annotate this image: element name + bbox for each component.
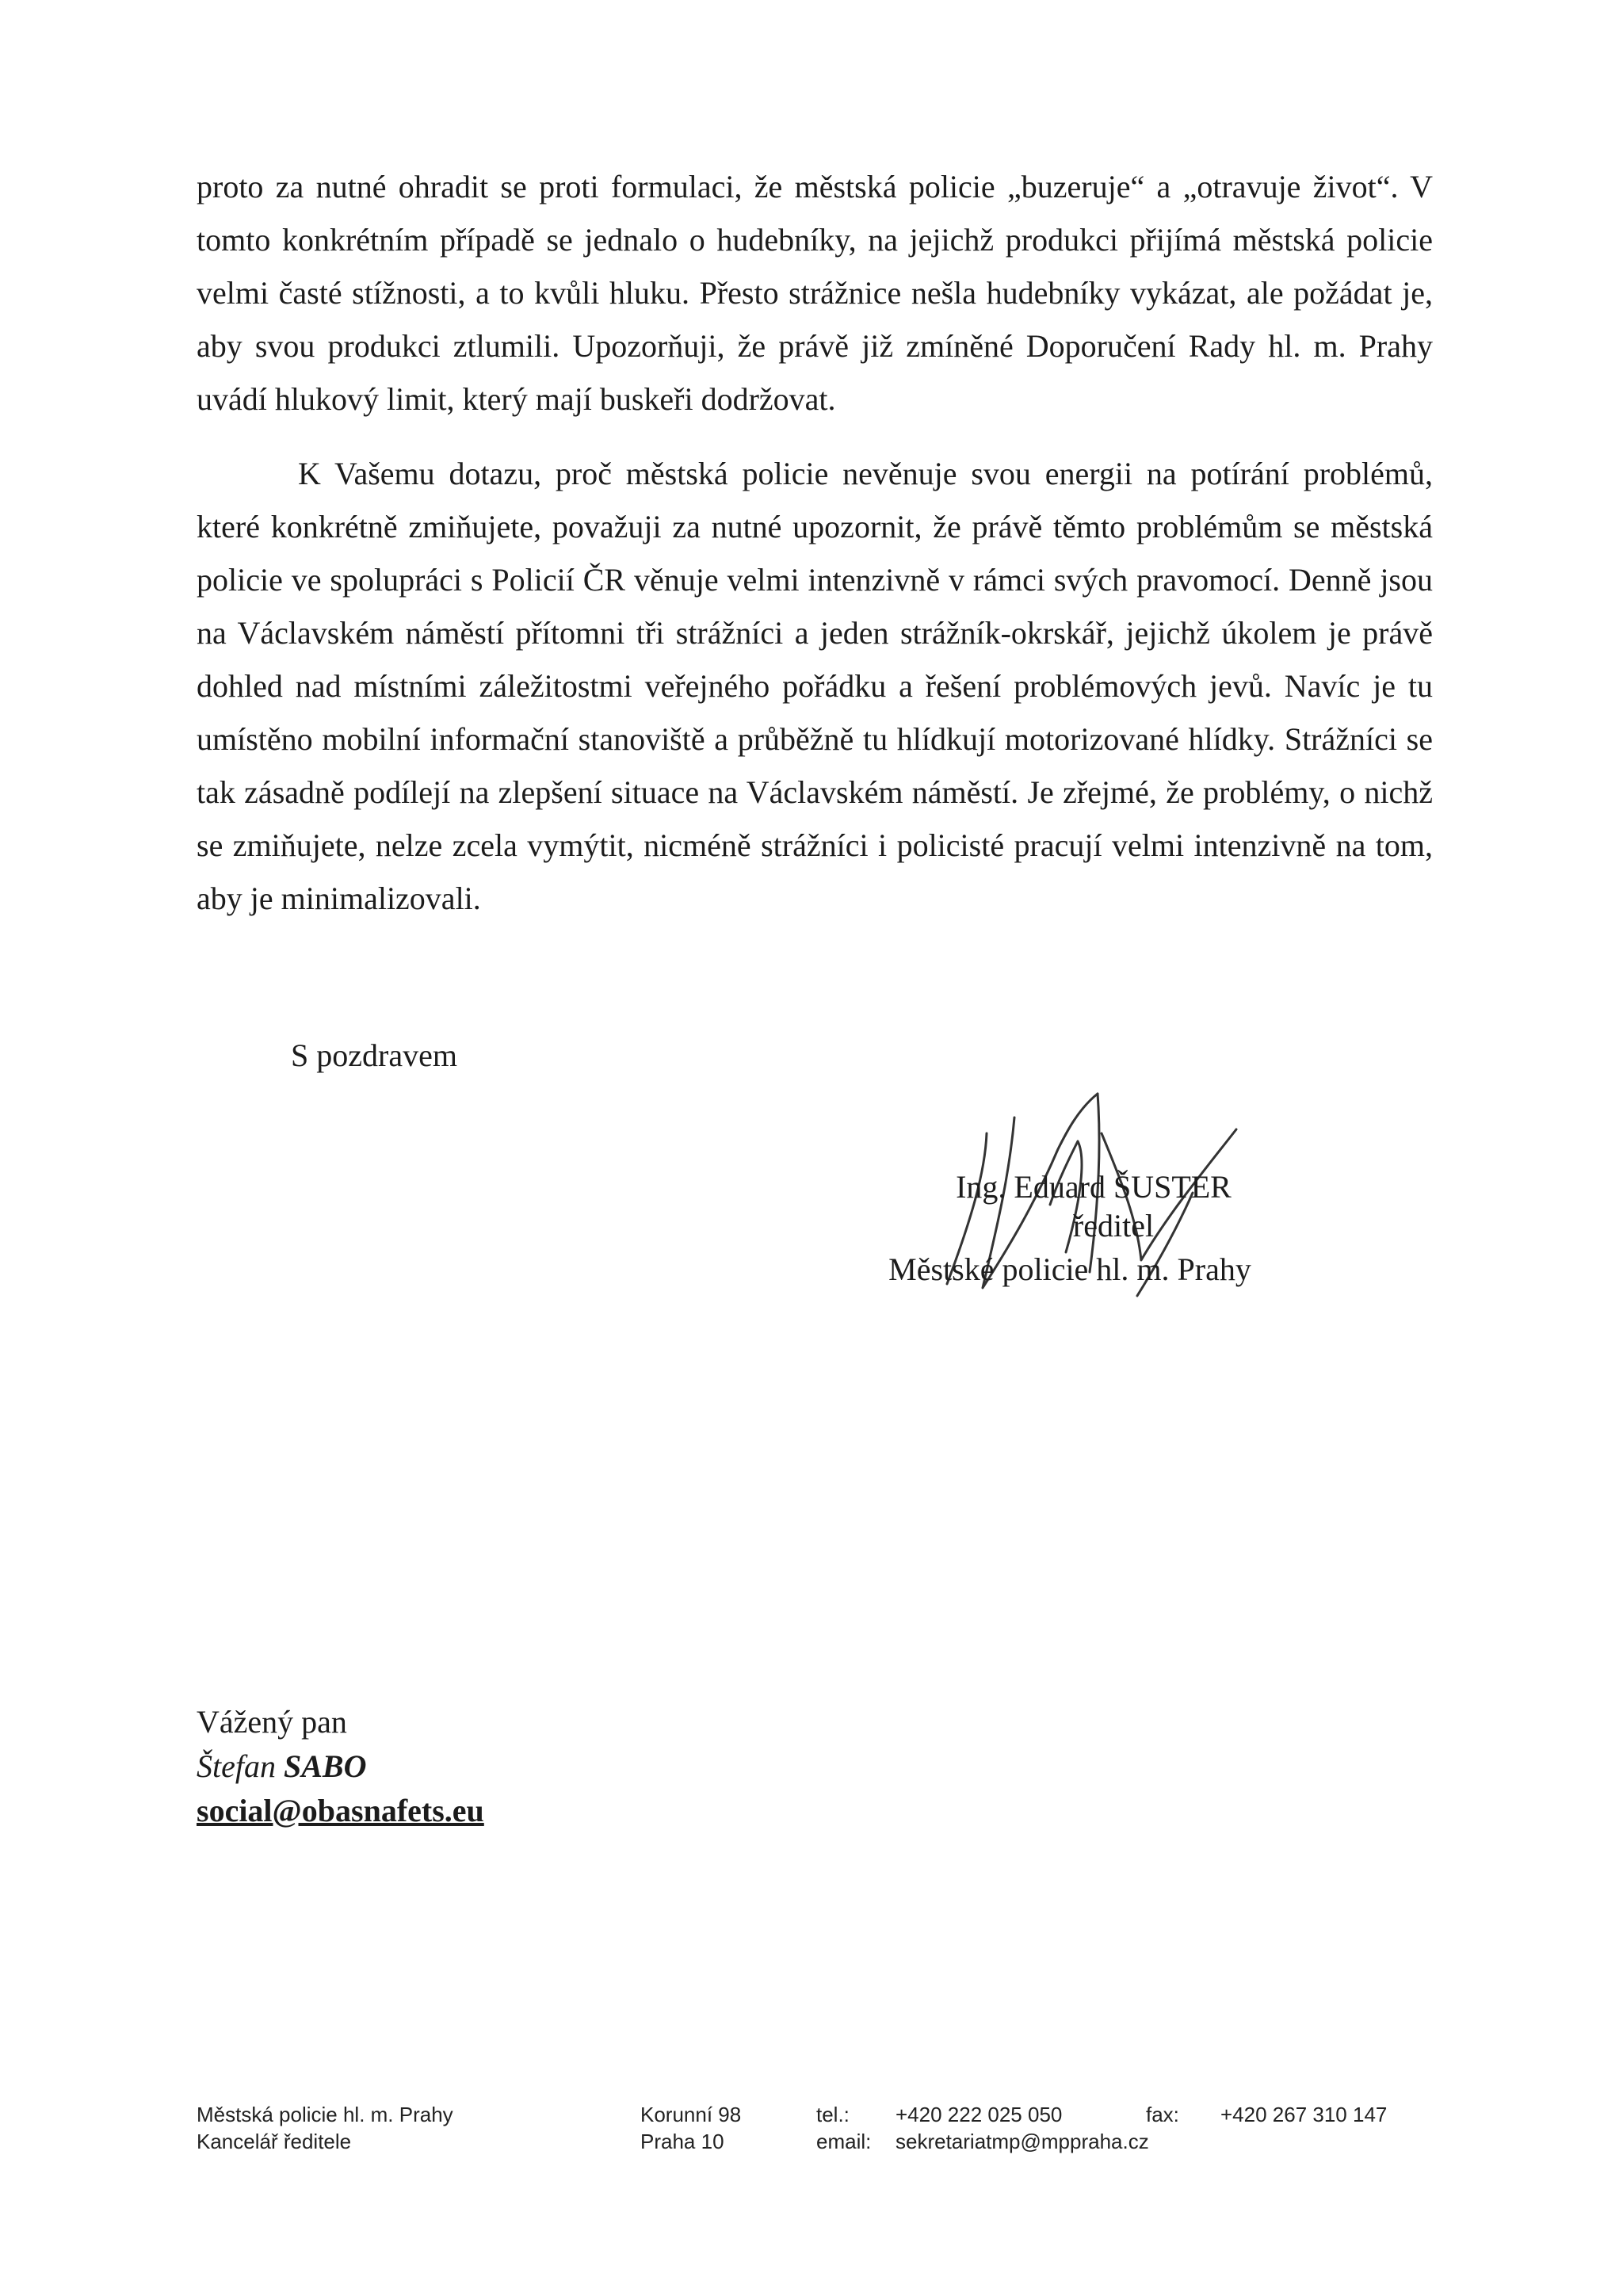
recipient-first-name: Štefan <box>197 1748 276 1784</box>
footer-organization <box>197 2101 453 2155</box>
signature-block <box>832 1165 1308 1291</box>
recipient-surname: SABO <box>283 1748 367 1784</box>
recipient-salutation: Vážený pan <box>197 1704 347 1740</box>
body-paragraph-2: K Vašemu dotazu, proč městská policie nevěnuje svou energii na potírání problémů, které konkrétně zmiňujete, považuji za nutné upozornit, že právě těmto problémům se městská policie ve spolupráci s Policií ČR věnuje velmi intenzivně v rámci svých pravomocí. Denně jsou na Václavském náměstí přítomni tři strážníci a jeden strážník-okrskář, jejichž úkolem je právě dohled nad místními záležitostmi veřejného pořádku a řešení problémových jevů. Navíc je tu umístěno mobilní informační stanoviště a průběžně tu hlídkují motorizované hlídky. Strážníci se tak zásadně podílejí na zlepšení situace na Václavském náměstí. Je zřejmé, že problémy, o nichž se zmiňujete, nelze zcela vymýtit, nicméně strážníci i policisté pracují velmi intenzivně na tom, aby je minimalizovali. <box>197 456 1433 916</box>
footer-contact-values <box>896 2101 1149 2155</box>
recipient-email[interactable]: social@obasnafets.eu <box>197 1793 484 1828</box>
closing-greeting: S pozdravem <box>291 1037 457 1073</box>
signatory-name: Ing. Eduard ŠUSTER <box>956 1169 1232 1205</box>
recipient-name <box>197 1744 484 1789</box>
footer-tel-value: +420 222 025 050 <box>896 2103 1063 2126</box>
footer-email-value: sekretariatmp@mppraha.cz <box>896 2130 1149 2153</box>
footer-org-office: Kancelář ředitele <box>197 2130 352 2153</box>
footer-city: Praha 10 <box>640 2130 724 2153</box>
footer-fax-label: fax: <box>1146 2103 1179 2126</box>
footer-fax-value: +420 267 310 147 <box>1220 2103 1388 2126</box>
footer-street: Korunní 98 <box>640 2103 742 2126</box>
footer-email-label: email: <box>816 2130 872 2153</box>
recipient-block <box>197 1700 484 1833</box>
signatory-title: ředitel <box>1072 1208 1155 1244</box>
footer-contact-labels <box>816 2101 871 2155</box>
footer-address <box>640 2101 741 2155</box>
signatory-organization: Městské policie hl. m. Prahy <box>888 1251 1251 1287</box>
footer-org-name: Městská policie hl. m. Prahy <box>197 2103 453 2126</box>
body-paragraph-1: proto za nutné ohradit se proti formulaci, že městská policie „buzeruje“ a „otravuje život“. V tomto konkrétním případě se jednalo o hudebníky, na jejichž produkci přijímá městská policie velmi časté stížnosti, a to kvůli hluku. Přesto strážnice nešla hudebníky vykázat, ale požádat je, aby svou produkci ztlumili. Upozorňuji, že právě již zmíněné Doporučení Rady hl. m. Prahy uvádí hlukový limit, který mají buskeři dodržovat. <box>197 169 1433 417</box>
footer-tel-label: tel.: <box>816 2103 850 2126</box>
